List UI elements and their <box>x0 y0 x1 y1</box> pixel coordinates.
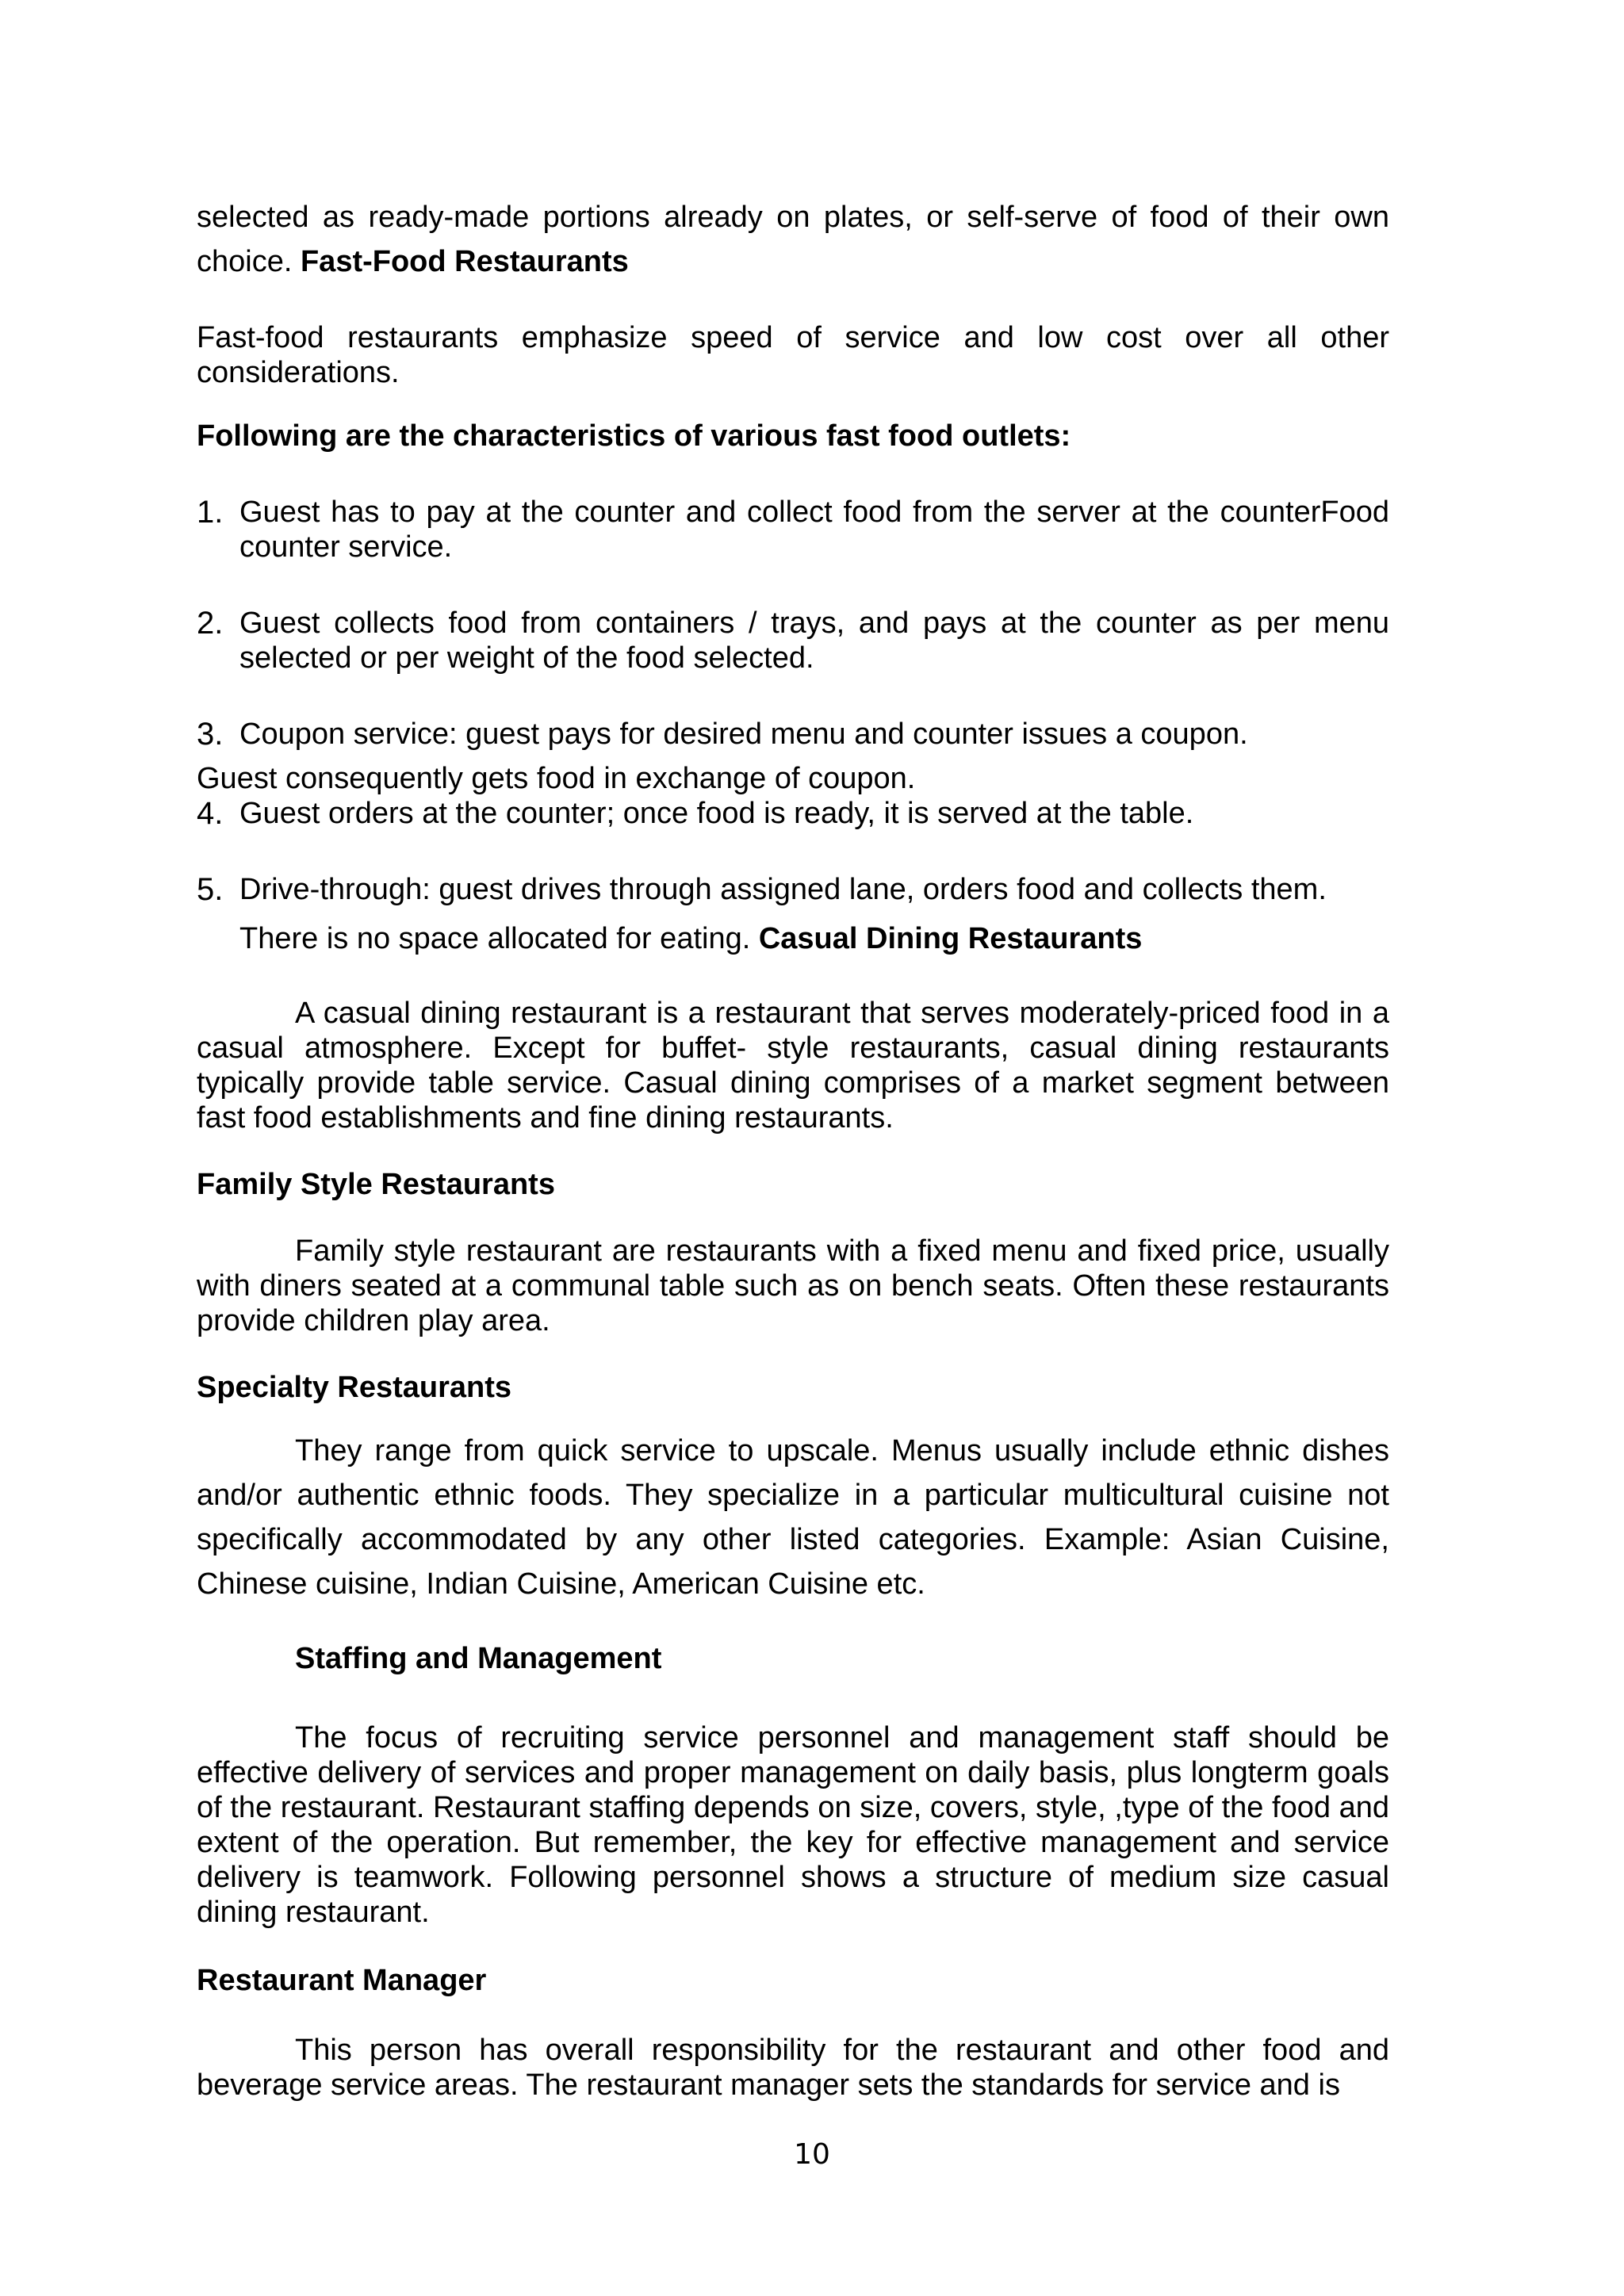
intro-text: selected as ready-made portions already on plates, or self-serve of food of their own choice. <box>197 201 1389 278</box>
list-item <box>197 606 1389 675</box>
intro-paragraph <box>197 195 1389 284</box>
staffing-paragraph: The focus of recruiting service personnel and management staff should be effective delivery of services and proper management on daily basis, plus longterm goals of the restaurant. Restaurant staffing depends on size, covers, style, ,type of the food and extent of the operation. But remember, the key for effective management and service delivery is teamwork. Following personnel shows a structure of medium size casual dining restaurant. <box>197 1721 1389 1929</box>
restaurant-manager-heading: Restaurant Manager <box>197 1964 487 1997</box>
page-number: 10 <box>794 2138 830 2171</box>
list-item <box>197 872 1389 907</box>
list-item <box>197 495 1389 564</box>
list-item-text: Guest collects food from containers / trays, and pays at the counter as per menu selected or per weight of the food selected. <box>239 607 1389 675</box>
casual-dining-paragraph: A casual dining restaurant is a restaurant that serves moderately-priced food in a casual atmosphere. Except for buffet- style restaurants, casual dining restaurants typically provide table service. Casual dining comprises of a market segment between fast food establishments and fine dining restaurants. <box>197 997 1389 1135</box>
family-style-heading: Family Style Restaurants <box>197 1168 555 1201</box>
list-item-continuation: Guest consequently gets food in exchange of coupon. <box>197 762 916 795</box>
list-item-text: Guest has to pay at the counter and collect food from the server at the counterFood counter service. <box>239 496 1389 564</box>
list-item-continuation-text: There is no space allocated for eating. <box>239 922 751 955</box>
list-item-text: Guest orders at the counter; once food is ready, it is served at the table. <box>239 797 1194 830</box>
document-page <box>197 195 1389 2103</box>
casual-dining-heading: Casual Dining Restaurants <box>758 922 1143 955</box>
list-item-number: 5. <box>197 872 224 907</box>
list-item-continuation <box>197 921 1389 956</box>
specialty-heading: Specialty Restaurants <box>197 1371 512 1404</box>
list-item-number: 3. <box>197 717 224 752</box>
list-item <box>197 717 1389 752</box>
list-item-number: 2. <box>197 606 224 641</box>
restaurant-manager-paragraph: This person has overall responsibility for the restaurant and other food and beverage service areas. The restaurant manager sets the standards for service and is <box>197 2034 1389 2102</box>
list-item-number: 4. <box>197 796 224 831</box>
specialty-paragraph: They range from quick service to upscale. Menus usually include ethnic dishes and/or authentic ethnic foods. They specialize in a particular multicultural cuisine not specifically accommodated by any other listed categories. Example: Asian Cuisine, Chinese cuisine, Indian Cuisine, American Cuisine etc. <box>197 1434 1389 1601</box>
family-style-paragraph: Family style restaurant are restaurants with a fixed menu and fixed price, usually with diners seated at a communal table such as on bench seats. Often these restaurants provide children play area. <box>197 1234 1389 1337</box>
list-item-text: Coupon service: guest pays for desired menu and counter issues a coupon. <box>239 718 1248 751</box>
list-item <box>197 796 1389 831</box>
characteristics-heading: Following are the characteristics of various fast food outlets: <box>197 419 1071 453</box>
fast-food-paragraph: Fast-food restaurants emphasize speed of service and low cost over all other considerations. <box>197 321 1389 389</box>
fast-food-heading: Fast-Food Restaurants <box>300 245 629 278</box>
list-item-text: Drive-through: guest drives through assigned lane, orders food and collects them. <box>239 873 1327 906</box>
staffing-heading: Staffing and Management <box>295 1642 662 1675</box>
list-item-number: 1. <box>197 495 224 530</box>
